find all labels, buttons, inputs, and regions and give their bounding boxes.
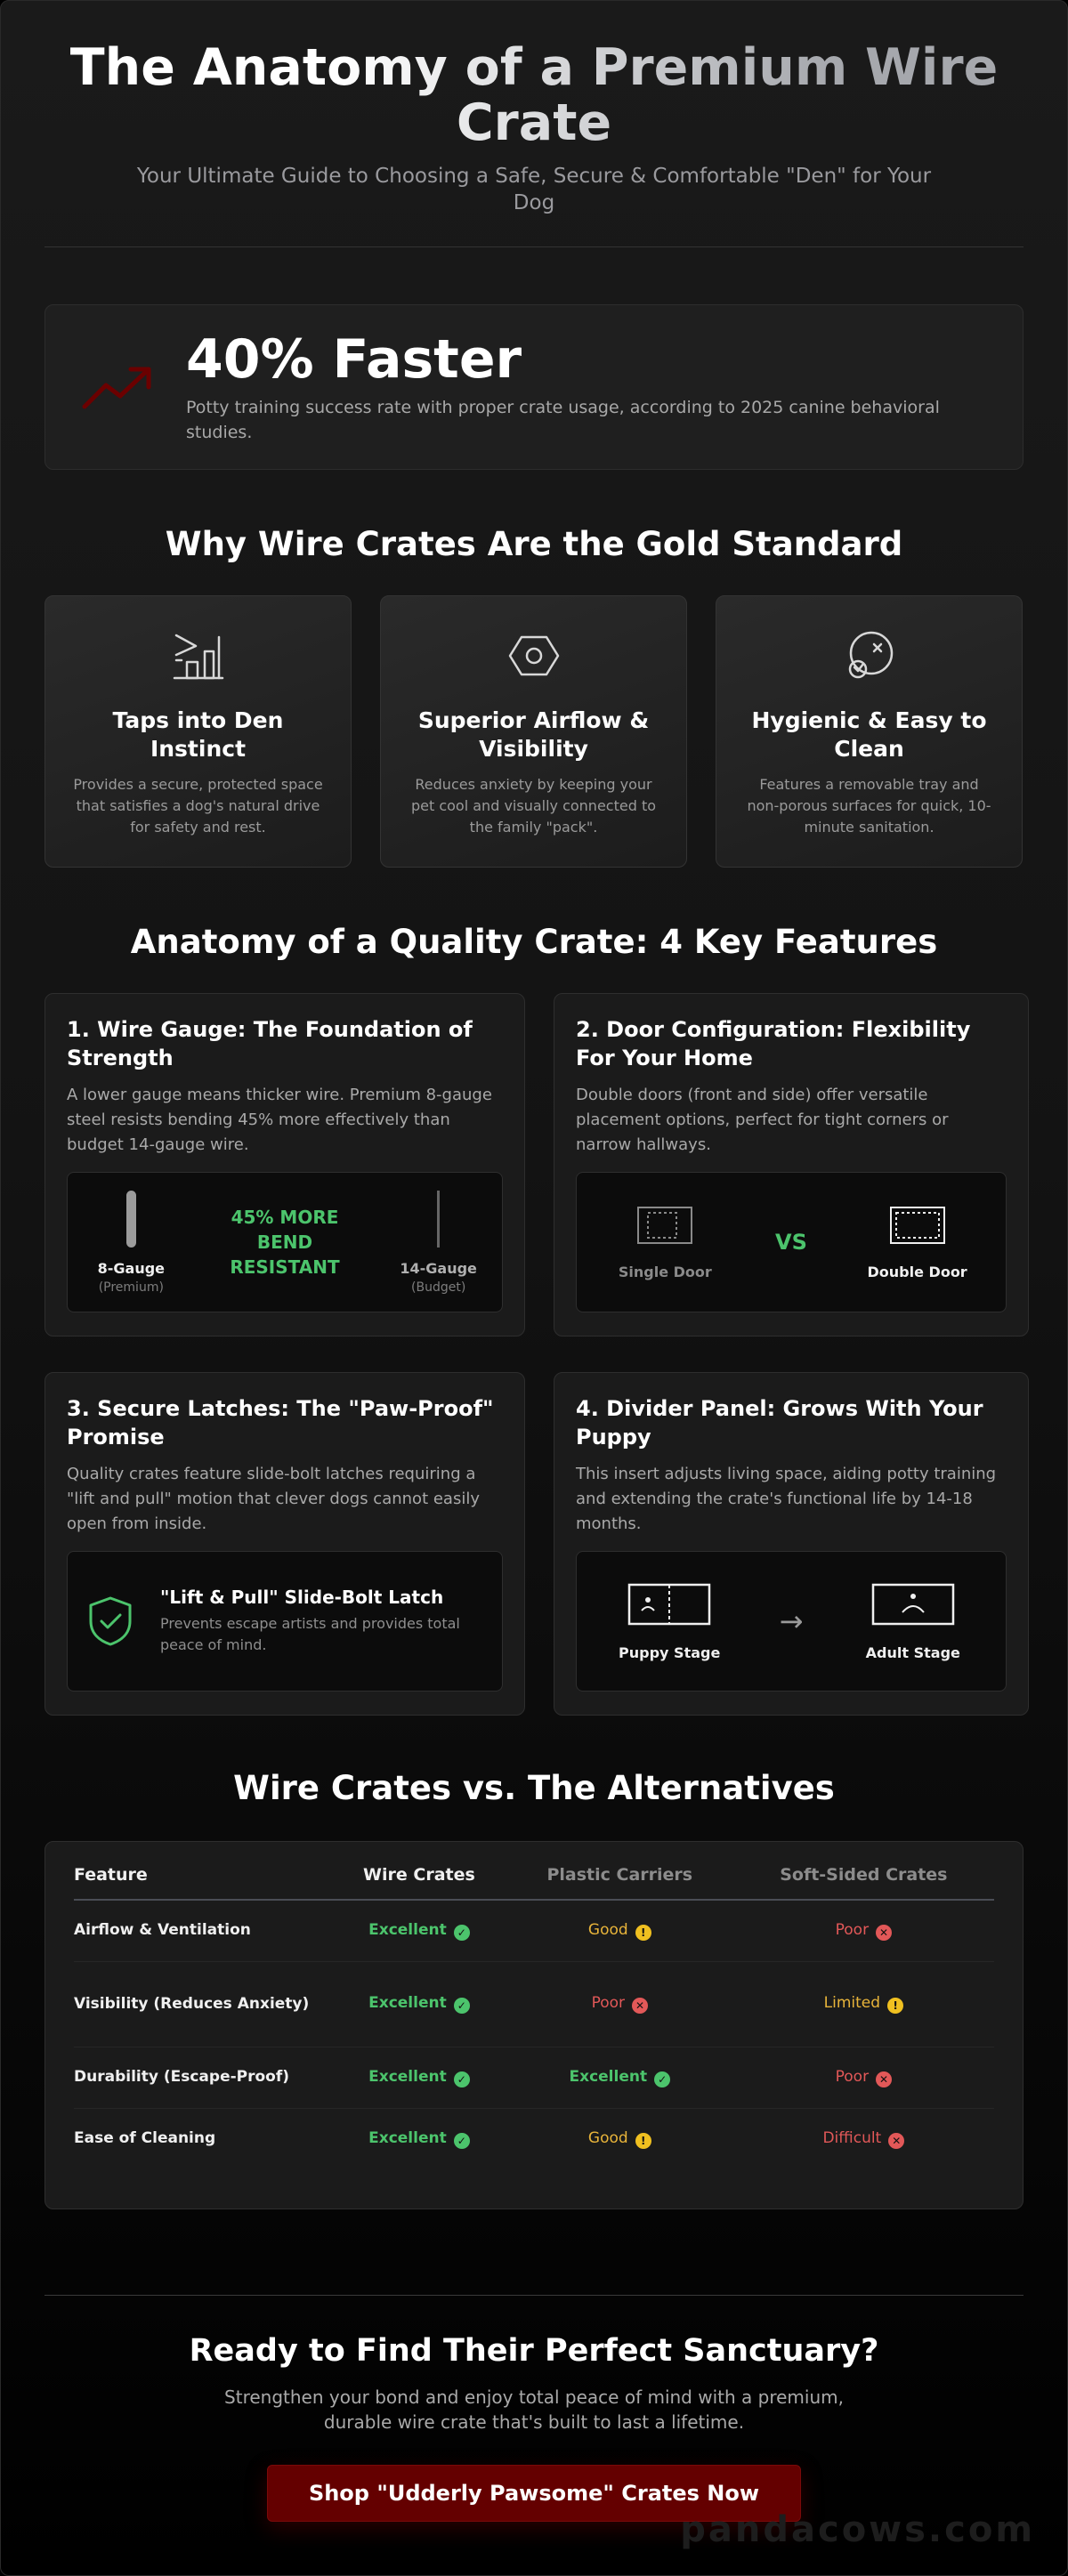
why-card-airflow (380, 595, 687, 868)
why-card-desc: Features a removable tray and non-porous surfaces for quick, 10-minute sanitation. (747, 776, 991, 836)
den-icon (171, 628, 226, 683)
stat-description: Potty training success rate with proper crate usage, according to 2025 canine behavioral studies. (186, 398, 940, 442)
latch-text (160, 1587, 481, 1656)
gauge-label: 8-Gauge (97, 1259, 166, 1277)
rating-text: Good (587, 1920, 628, 1939)
check-icon: ✓ (454, 1925, 470, 1941)
gauge-sublabel: (Budget) (411, 1280, 466, 1295)
comparison-section-title: Wire Crates vs. The Alternatives (233, 1769, 835, 1807)
comparison-table-card (44, 1841, 1024, 2209)
latch-callout (67, 1551, 503, 1692)
row-feature: Ease of Cleaning (74, 2129, 216, 2148)
x-icon: ✕ (632, 1998, 648, 2014)
warning-icon: ! (635, 2133, 651, 2149)
feature-title: 4. Divider Panel: Grows With Your Puppy (576, 1396, 983, 1450)
page-subtitle: Your Ultimate Guide to Choosing a Safe, Secure & Comfortable "Den" for Your Dog (136, 165, 932, 214)
cell-wire (332, 2047, 506, 2108)
cell-soft (733, 1900, 994, 1961)
rating-text: Good (587, 2128, 628, 2147)
rating-text: Excellent (368, 2067, 447, 2086)
gauge-label: 14-Gauge (400, 1259, 477, 1277)
table-row (74, 1961, 994, 2047)
latch-title: "Lift & Pull" Slide-Bolt Latch (160, 1587, 444, 1608)
row-feature: Durability (Escape-Proof) (74, 2047, 332, 2108)
thin-wire-graphic (437, 1191, 440, 1248)
stat-number: 40% Faster (186, 328, 522, 391)
rating-text: Excellent (368, 1994, 447, 2012)
door-comparison (576, 1172, 1007, 1312)
stage-puppy (594, 1582, 745, 1661)
stage-label: Adult Stage (865, 1643, 960, 1661)
feature-card-divider (554, 1372, 1029, 1716)
rating-text: Limited (823, 1994, 881, 2012)
rating-text: Excellent (368, 2128, 447, 2147)
door-double (851, 1205, 984, 1280)
cta-divider (44, 2295, 1024, 2296)
cell-plastic (506, 1900, 733, 1961)
shield-check-icon (85, 1595, 135, 1648)
door-label: Double Door (867, 1263, 967, 1280)
feature-title: 3. Secure Latches: The "Paw-Proof" Promise (67, 1396, 494, 1450)
page-title: The Anatomy of a Premium Wire Crate (44, 40, 1024, 150)
check-icon: ✓ (454, 1998, 470, 2014)
clean-icon (842, 628, 897, 683)
why-card-den (44, 595, 352, 868)
feature-card-door (554, 993, 1029, 1336)
feature-title: 2. Door Configuration: Flexibility For Your Home (576, 1017, 971, 1070)
rating-text: Poor (835, 2067, 870, 2086)
thick-wire-graphic (126, 1191, 136, 1248)
gauge-premium (82, 1191, 180, 1295)
why-cards (44, 595, 1024, 868)
gauge-budget (390, 1191, 488, 1295)
gauge-sublabel: (Premium) (98, 1280, 164, 1295)
shop-crates-button[interactable]: Shop "Udderly Pawsome" Crates Now (267, 2465, 801, 2522)
check-icon: ✓ (454, 2133, 470, 2149)
why-section-title: Why Wire Crates Are the Gold Standard (165, 525, 903, 563)
table-header-row (74, 1865, 994, 1900)
puppy-crate-icon (627, 1582, 712, 1627)
table-row (74, 2047, 994, 2108)
check-icon: ✓ (454, 2071, 470, 2087)
why-card-title: Taps into Den Instinct (112, 707, 284, 762)
cta-description: Strengthen your bond and enjoy total peace of mind with a premium, durable wire crate that's built to last a lifetime. (224, 2386, 844, 2433)
stat-banner (44, 304, 1024, 470)
latch-desc: Prevents escape artists and provides total peace of mind. (160, 1615, 460, 1653)
x-icon: ✕ (876, 1925, 892, 1941)
cell-wire (332, 1900, 506, 1961)
column-header: Wire Crates (332, 1865, 506, 1900)
feature-title: 1. Wire Gauge: The Foundation of Strength (67, 1017, 473, 1070)
cell-soft (733, 2047, 994, 2108)
cell-wire (332, 1961, 506, 2047)
column-header: Feature (74, 1865, 332, 1900)
cell-plastic (506, 2047, 733, 2108)
single-door-icon (635, 1205, 694, 1246)
column-header: Soft-Sided Crates (733, 1865, 994, 1900)
cta-title: Ready to Find Their Perfect Sanctuary? (189, 2333, 879, 2369)
check-icon: ✓ (654, 2071, 670, 2087)
features-section-title: Anatomy of a Quality Crate: 4 Key Features (130, 923, 938, 961)
cell-wire (332, 2108, 506, 2169)
column-header: Plastic Carriers (506, 1865, 733, 1900)
feature-desc: This insert adjusts living space, aiding potty training and extending the crate's functional life by 14-18 months. (576, 1465, 997, 1533)
vs-label: VS (775, 1230, 807, 1255)
x-icon: ✕ (888, 2133, 904, 2149)
cell-soft (733, 2108, 994, 2169)
header-divider (44, 246, 1024, 247)
warning-icon: ! (635, 1925, 651, 1941)
watermark: pandacows.com (680, 2509, 1035, 2550)
double-door-icon (888, 1205, 947, 1246)
table-row (74, 1900, 994, 1961)
door-label: Single Door (618, 1263, 712, 1280)
why-card-desc: Provides a secure, protected space that satisfies a dog's natural drive for safety and rest. (73, 776, 323, 836)
rating-text: Excellent (569, 2067, 648, 2086)
cell-soft (733, 1961, 994, 2047)
feature-desc: Quality crates feature slide-bolt latches requiring a "lift and pull" motion that clever dogs cannot easily open from inside. (67, 1465, 480, 1533)
stat-text (186, 329, 987, 445)
rating-text: Difficult (822, 2128, 882, 2147)
table-row (74, 2108, 994, 2169)
header (1, 1, 1067, 216)
feature-grid (44, 993, 1024, 1716)
warning-icon: ! (887, 1998, 903, 2014)
hexagon-icon (506, 628, 562, 683)
why-card-title: Superior Airflow & Visibility (417, 707, 650, 762)
why-card-desc: Reduces anxiety by keeping your pet cool and visually connected to the family "pack". (410, 776, 657, 836)
x-icon: ✕ (876, 2071, 892, 2087)
why-card-title: Hygienic & Easy to Clean (751, 707, 987, 762)
trending-up-icon (81, 360, 159, 414)
rating-text: Excellent (368, 1920, 447, 1939)
cell-plastic (506, 1961, 733, 2047)
rating-text: Poor (835, 1920, 870, 1939)
adult-crate-icon (870, 1582, 956, 1627)
divider-stages (576, 1551, 1007, 1692)
row-feature: Visibility (Reduces Anxiety) (74, 1961, 332, 2047)
stage-adult (837, 1582, 989, 1661)
stage-label: Puppy Stage (619, 1643, 721, 1661)
feature-card-gauge (44, 993, 525, 1336)
comparison-table (74, 1865, 994, 2169)
gauge-highlight: 45% MORE BEND RESISTANT (230, 1207, 340, 1278)
arrow-right-icon: → (779, 1604, 804, 1638)
cell-plastic (506, 2108, 733, 2169)
feature-desc: A lower gauge means thicker wire. Premium 8-gauge steel resists bending 45% more effectively than budget 14-gauge wire. (67, 1086, 492, 1154)
feature-desc: Double doors (front and side) offer versatile placement options, perfect for tight corners or narrow hallways. (576, 1086, 949, 1154)
feature-card-latch (44, 1372, 525, 1716)
rating-text: Poor (591, 1994, 626, 2012)
gauge-comparison (67, 1172, 503, 1312)
why-card-hygienic (716, 595, 1023, 868)
row-feature: Airflow & Ventilation (74, 1900, 332, 1961)
door-single (598, 1205, 732, 1280)
